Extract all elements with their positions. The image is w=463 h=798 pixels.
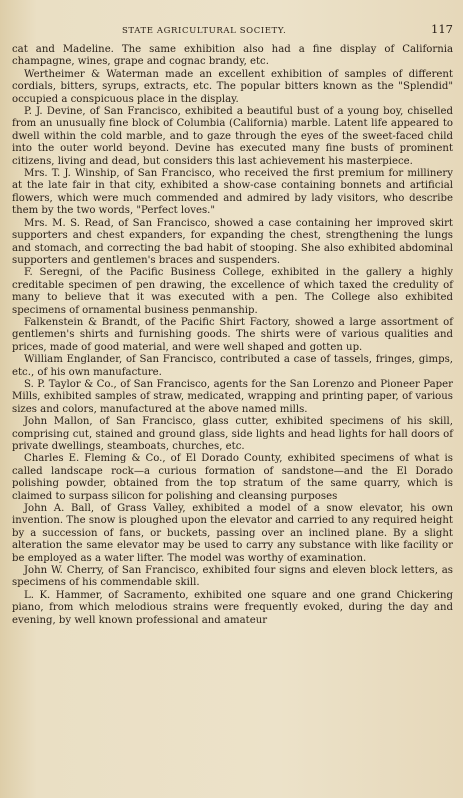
paragraph: William Englander, of San Francisco, contributed a case of tassels, fringes, gimps, etc., of his own manufacture. [12, 354, 453, 378]
paragraph: F. Seregni, of the Pacific Business College, exhibited in the gallery a highly creditable specimen of pen drawing, the excellence of which taxed the credulity of many to believe that it was executed with a pen. The College also exhibited specimens of ornamental business penmanship. [12, 267, 453, 316]
paragraph: Charles E. Fleming & Co., of El Dorado County, exhibited specimens of what is called landscape rock—a curious formation of sandstone—and the El Dorado polishing powder, obtained from the top stratum of the same quarry, which is claimed to surpass silicon for polishing and cleansing purposes [12, 453, 453, 502]
paragraph: S. P. Taylor & Co., of San Francisco, agents for the San Lorenzo and Pioneer Paper Mills, exhibited samples of straw, medicated, wrapping and printing paper, of various sizes and colors, manufactured at the above named mills. [12, 378, 453, 415]
page-number: 117 [431, 22, 453, 36]
body-text [12, 44, 453, 627]
paragraph: P. J. Devine, of San Francisco, exhibited a beautiful bust of a young boy, chiselled from an unusually fine block of Columbia (California) marble. Latent life appeared to dwell within the cold marble, and to gaze through the eyes of the sweet-faced child into the outer world beyond. Devine has executed many fine busts of prominent citizens, living and dead, but considers this last achievement his masterpiece. [12, 106, 453, 167]
paragraph: Mrs. M. S. Read, of San Francisco, showed a case containing her improved skirt supporters and chest expanders, for expanding the chest, strengthening the lungs and stomach, and correcting the bad habit of stooping. She also exhibited abdominal supporters and gentlemen's braces and suspenders. [12, 217, 453, 266]
paragraph: L. K. Hammer, of Sacramento, exhibited one square and one grand Chickering piano, from which melodious strains were frequently evoked, during the day and evening, by well known professional and amateur [12, 589, 453, 626]
paragraph: Mrs. T. J. Winship, of San Francisco, who received the first premium for millinery at the late fair in that city, exhibited a show-case containing bonnets and artificial flowers, which were much commended and admired by lady visitors, who describe them by the two words, "Perfect loves." [12, 168, 453, 217]
paragraph: John W. Cherry, of San Francisco, exhibited four signs and eleven block letters, as specimens of his commendable skill. [12, 565, 453, 589]
paragraph: Falkenstein & Brandt, of the Pacific Shirt Factory, showed a large assortment of gentlemen's shirts and furnishing goods. The shirts were of various qualities and prices, made of good material, and were well shaped and gotten up. [12, 316, 453, 353]
paragraph: John A. Ball, of Grass Valley, exhibited a model of a snow elevator, his own invention. The snow is ploughed upon the elevator and carried to any required height by a succession of fans, or buckets, passing over an inclined plane. By a slight alteration the same elevator may be used to carry any substance with like facility or be employed as a water lifter. The model was worthy of examination. [12, 503, 453, 564]
paragraph: John Mallon, of San Francisco, glass cutter, exhibited specimens of his skill, comprising cut, stained and ground glass, side lights and head lights for hall doors of private dwellings, steamboats, churches, etc. [12, 416, 453, 452]
paragraph: cat and Madeline. The same exhibition also had a fine display of California champagne, wines, grape and cognac brandy, etc. [12, 44, 453, 68]
running-header [12, 22, 453, 36]
running-title: STATE AGRICULTURAL SOCIETY. [122, 26, 287, 36]
paragraph: Wertheimer & Waterman made an excellent exhibition of samples of different cordials, bitters, syrups, extracts, etc. The popular bitters known as the "Splendid" occupied a conspicuous place in the display. [12, 68, 453, 105]
